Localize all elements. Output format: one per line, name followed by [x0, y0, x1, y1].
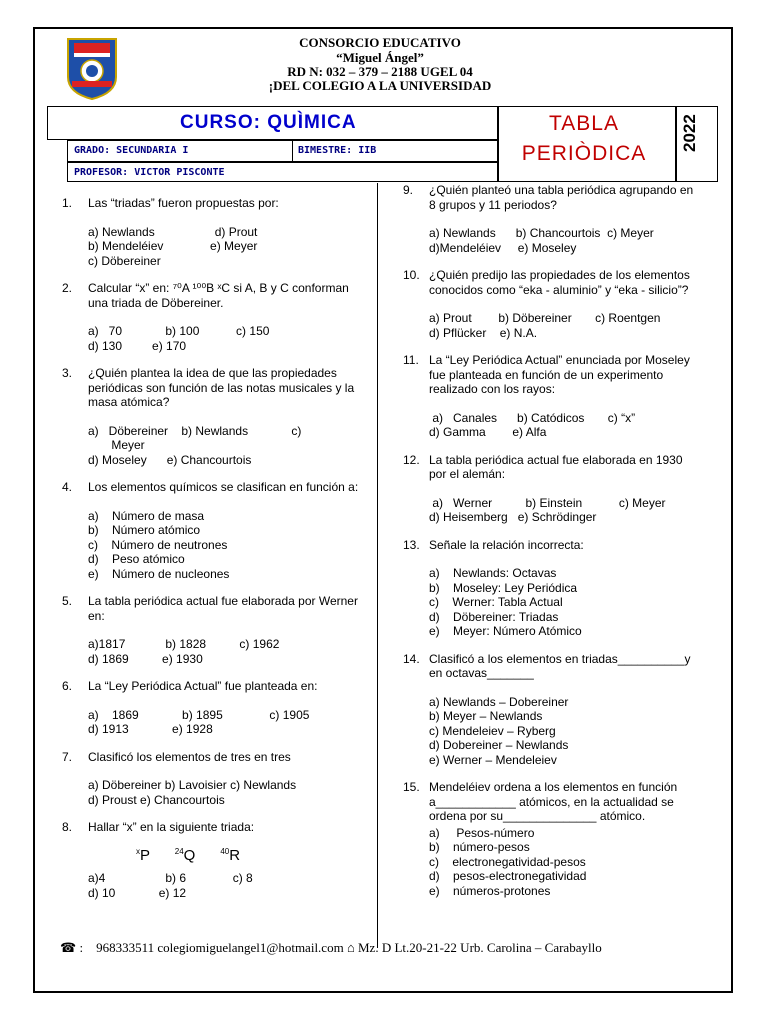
- question-2: 2. Calcular “x” en: ⁷⁰A ¹⁰⁰B ˣC si A, B y C conforman una triada de Döbereiner. a) 70 b) 100 c) 150 d) 130 e) 170: [62, 281, 362, 353]
- question-text: Mendeléiev ordena a los elementos en función a____________ atómicos, en la actualidad se ordena por su______________ atómico.: [429, 780, 678, 823]
- title-tabla: TABLA: [549, 112, 619, 135]
- header-line-3: RD N: 032 – 379 – 2188 UGEL 04: [287, 64, 473, 79]
- question-text: Los elementos químicos se clasifican en función a:: [88, 480, 359, 494]
- question-text: ¿Quién planteó una tabla periódica agrupando en 8 grupos y 11 periodos?: [429, 183, 694, 212]
- footer-contact: 968333511 colegiomiguelangel1@hotmail.com: [96, 940, 344, 955]
- question-9: 9. ¿Quién planteó una tabla periódica agrupando en 8 grupos y 11 periodos? a) Newlands b) Chancourtois c) Meyer d)Mendeléiev e) Moseley: [403, 183, 703, 255]
- question-6: 6. La “Ley Periódica Actual” fue planteada en: a) 1869 b) 1895 c) 1905 d) 1913 e) 1928: [62, 679, 362, 737]
- question-text: ¿Quién plantea la idea de que las propiedades periódicas son función de las notas musicales y la masa atómica?: [88, 366, 355, 409]
- question-7: 7. Clasificó los elementos de tres en tres a) Döbereiner b) Lavoisier c) Newlands d) Proust e) Chancourtois: [62, 750, 362, 808]
- question-13: 13. Señale la relación incorrecta: a) Newlands: Octavas b) Moseley: Ley Periódica c) Werner: Tabla Actual d) Döbereiner: Triadas e) Meyer: Número Atómico: [403, 538, 703, 639]
- school-logo: [66, 37, 118, 101]
- question-text: La tabla periódica actual fue elaborada en 1930 por el alemán:: [429, 452, 683, 481]
- grade-label: GRADO: SECUNDARIA I: [74, 145, 189, 156]
- right-column: [403, 183, 703, 898]
- question-4: 4. Los elementos químicos se clasifican en función a: a) Número de masa b) Número atómico c) Número de neutrones d) Peso atómico e) Número de nucleones: [62, 480, 362, 581]
- telephone-icon: ☎: [60, 940, 77, 955]
- question-text: Señale la relación incorrecta:: [429, 537, 584, 552]
- question-5: 5. La tabla periódica actual fue elaborada por Werner en: a)1817 b) 1828 c) 1962 d) 1869 e) 1930: [62, 594, 362, 666]
- footer-address: Mz. D Lt.20-21-22 Urb. Carolina – Carabayllo: [358, 940, 602, 955]
- question-text: Hallar “x” en la siguiente triada:: [88, 820, 255, 834]
- year-label: 2022: [680, 114, 699, 152]
- question-12: 12. La tabla periódica actual fue elaborada en 1930 por el alemán: a) Werner b) Einstein c) Meyer d) Heisemberg e) Schrödinger: [403, 453, 703, 525]
- question-text: ¿Quién predijo las propiedades de los elementos conocidos como “eka - aluminio” y “eka - silicio”?: [429, 268, 690, 297]
- question-text: Clasificó los elementos de tres en tres: [88, 749, 291, 764]
- footer-sep: :: [79, 940, 84, 955]
- question-text: Clasificó a los elementos en triadas__________y en octavas_______: [429, 651, 691, 680]
- header-line-4: ¡DEL COLEGIO A LA UNIVERSIDAD: [268, 78, 492, 93]
- home-icon: ⌂: [346, 940, 355, 955]
- triad-formula: $^x$P $^{24}$Q $^{40}$R: [136, 846, 241, 864]
- question-text: Las “triadas” fueron propuestas por:: [88, 196, 279, 210]
- question-text: Calcular “x” en: ⁷⁰A ¹⁰⁰B ˣC si A, B y C conforman una triada de Döbereiner.: [88, 281, 349, 310]
- column-divider: [377, 183, 378, 948]
- question-14: 14. Clasificó a los elementos en triadas__________y en octavas_______ a) Newlands – Dobereiner b) Meyer – Newlands c) Mendeleiev – Ryberg d) Dobereiner – Newlands e) Werner – Mendeleiev: [403, 652, 703, 768]
- header-line-1: CONSORCIO EDUCATIVO: [299, 35, 461, 50]
- footer: [60, 940, 602, 956]
- question-8: 8. Hallar “x” en la siguiente triada: $^x$P $^{24}$Q $^{40}$R a)4 b) 6 c) 8 d) 10 e) 12: [62, 820, 362, 900]
- title-periodica: PERIÒDICA: [521, 142, 647, 165]
- question-11: 11. La “Ley Periódica Actual” enunciada por Moseley fue planteada en función de un experimento realizado con los rayos: a) Canales b) Catódicos c) “x” d) Gamma e) Alfa: [403, 353, 703, 440]
- question-1: 1. Las “triadas” fueron propuestas por: a) Newlands d) Prout b) Mendeléiev e) Meyer c) Döbereiner: [62, 196, 362, 268]
- question-10: 10. ¿Quién predijo las propiedades de los elementos conocidos como “eka - aluminio” y “eka - silicio”? a) Prout b) Döbereiner c) Roentgen d) Pflücker e) N.A.: [403, 268, 703, 340]
- question-3: 3. ¿Quién plantea la idea de que las propiedades periódicas son función de las notas musicales y la masa atómica? a) Döbereiner b) Newlands c) Meyer d) Moseley e) Chancourtois: [62, 366, 362, 467]
- left-column: [62, 196, 362, 900]
- question-text: La “Ley Periódica Actual” enunciada por Moseley fue planteada en función de un experimento realizado con los rayos:: [429, 353, 690, 396]
- course-title: CURSO: QUÌMICA: [180, 112, 357, 133]
- bimestre-label: BIMESTRE: IIB: [298, 145, 377, 156]
- header-line-2: “Miguel Ángel”: [336, 50, 424, 65]
- question-text: La tabla periódica actual fue elaborada por Werner en:: [88, 594, 358, 623]
- question-15: 15. Mendeléiev ordena a los elementos en función a____________ atómicos, en la actualidad se ordena por su______________ atómico. a) Pesos-número b) número-pesos c) electronegatividad-pesos d) pesos-electronegatividad e) números-protones: [403, 780, 703, 898]
- question-text: La “Ley Periódica Actual” fue planteada en:: [88, 679, 318, 693]
- profesor-label: PROFESOR: VICTOR PISCONTE: [74, 167, 225, 178]
